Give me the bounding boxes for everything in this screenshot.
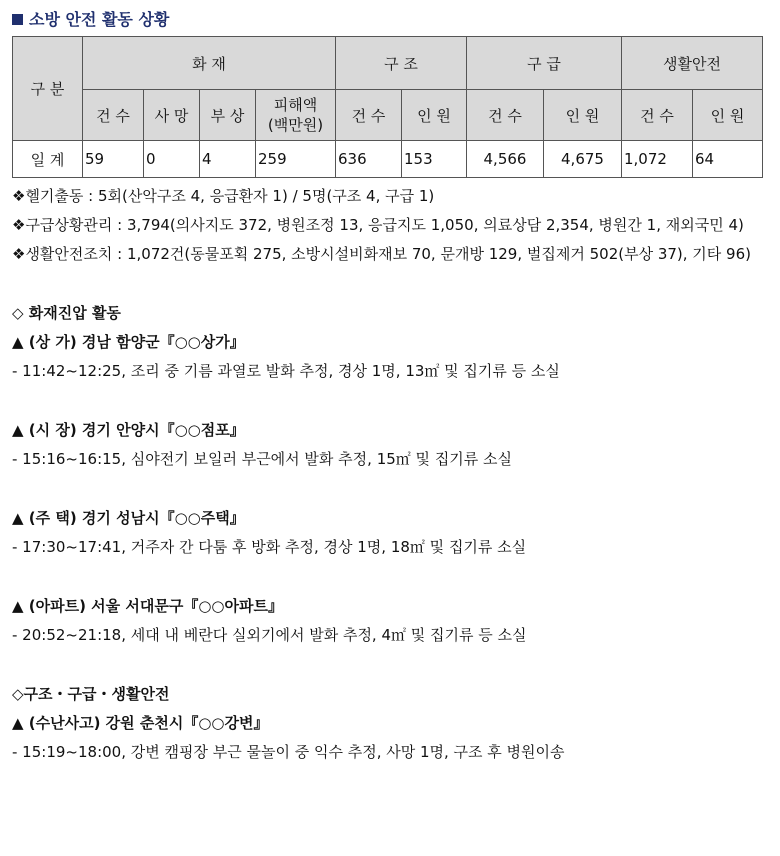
subheader: 건 수	[467, 90, 544, 141]
incident-detail: - 15:16~16:15, 심야전기 보일러 부근에서 발화 추정, 15㎡ 및 집기류 소실	[12, 450, 513, 468]
header-rescue: 구 조	[336, 37, 467, 90]
incident-detail: - 15:19~18:00, 강변 캠핑장 부근 물놀이 중 익수 추정, 사망 1명, 구조 후 병원이송	[12, 743, 565, 761]
incident-title: ▲ (상 가) 경남 함양군『○○상가』	[12, 333, 245, 351]
header-ems: 구 급	[467, 37, 622, 90]
subheader: 건 수	[336, 90, 402, 141]
incident-title: ▲ (시 장) 경기 안양시『○○점포』	[12, 421, 245, 439]
note-helicopter: ❖헬기출동 : 5회(산악구조 4, 응급환자 1) / 5명(구조 4, 구급 1)	[12, 187, 435, 205]
table-cell: 4,566	[467, 141, 544, 178]
row-label: 일 계	[13, 141, 83, 178]
table-row	[13, 141, 763, 178]
note-ems-management: ❖구급상황관리 : 3,794(의사지도 372, 병원조정 13, 응급지도 1,050, 의료상담 2,354, 병원간 1, 재외국민 4)	[12, 216, 744, 234]
header-gubun: 구 분	[13, 37, 83, 141]
subheader: 부 상	[200, 90, 256, 141]
rescue-section-heading: ◇구조・구급・생활안전	[12, 685, 170, 703]
section-title	[12, 8, 768, 32]
subheader: 건 수	[83, 90, 144, 141]
table-cell: 153	[402, 141, 467, 178]
incident-detail: - 11:42~12:25, 조리 중 기름 과열로 발화 추정, 경상 1명, 13㎡ 및 집기류 등 소실	[12, 362, 560, 380]
subheader: 피해액 (백만원)	[256, 90, 336, 141]
subheader: 인 원	[544, 90, 622, 141]
subheader: 사 망	[144, 90, 200, 141]
square-bullet-icon	[12, 14, 23, 25]
table-cell: 59	[83, 141, 144, 178]
table-cell: 259	[256, 141, 336, 178]
fire-section-heading: ◇ 화재진압 활동	[12, 304, 121, 322]
table-cell: 636	[336, 141, 402, 178]
incident-detail: - 17:30~17:41, 거주자 간 다툼 후 방화 추정, 경상 1명, 18㎡ 및 집기류 소실	[12, 538, 527, 556]
note-life-safety: ❖생활안전조치 : 1,072건(동물포획 275, 소방시설비화재보 70, 문개방 129, 벌집제거 502(부상 37), 기타 96)	[12, 245, 751, 263]
table-cell: 4	[200, 141, 256, 178]
incident-title: ▲ (주 택) 경기 성남시『○○주택』	[12, 509, 245, 527]
incident-title: ▲ (수난사고) 강원 춘천시『○○강변』	[12, 714, 269, 732]
subheader: 인 원	[693, 90, 763, 141]
subheader: 건 수	[622, 90, 693, 141]
header-fire: 화 재	[83, 37, 336, 90]
header-life-safety: 생활안전	[622, 37, 763, 90]
table-cell: 4,675	[544, 141, 622, 178]
table-cell: 1,072	[622, 141, 693, 178]
table-cell: 0	[144, 141, 200, 178]
fire-safety-table	[12, 36, 763, 178]
subheader: 인 원	[402, 90, 467, 141]
incident-title: ▲ (아파트) 서울 서대문구『○○아파트』	[12, 597, 283, 615]
section-title-text: 소방 안전 활동 상황	[29, 10, 170, 29]
table-cell: 64	[693, 141, 763, 178]
incident-detail: - 20:52~21:18, 세대 내 베란다 실외기에서 발화 추정, 4㎡ 및 집기류 등 소실	[12, 626, 527, 644]
